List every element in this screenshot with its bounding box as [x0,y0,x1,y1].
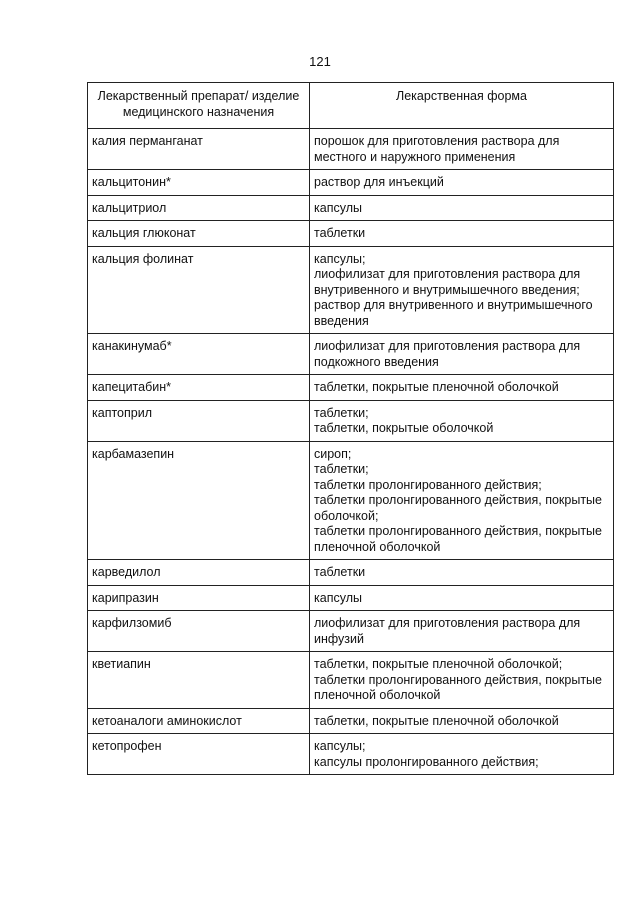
table-row [88,170,614,196]
dosage-form-cell [310,611,614,652]
drug-name-cell: кальцитриол [88,195,310,221]
dosage-form-line: капсулы; [314,251,366,266]
dosage-form-line: таблетки; [314,405,369,420]
table-row [88,195,614,221]
header-drug: Лекарственный препарат/ изделие медицинского назначения [88,83,310,129]
table-row [88,334,614,375]
dosage-form-cell [310,246,614,334]
dosage-form-line: таблетки пролонгированного действия, покрытые оболочкой; [314,493,602,523]
dosage-form-line: порошок для приготовления раствора для местного и наружного применения [314,134,560,164]
dosage-form-cell [310,334,614,375]
dosage-form-line: раствор для инъекций [314,175,444,189]
drug-name-cell: кальция глюконат [88,221,310,247]
dosage-form-line: таблетки, покрытые пленочной оболочкой; [314,657,563,671]
drug-name-cell: карбамазепин [88,441,310,560]
dosage-form-line: таблетки, покрытые пленочной оболочкой [314,380,559,394]
dosage-form-line: таблетки пролонгированного действия, покрытые пленочной оболочкой [314,672,602,702]
dosage-form-line: сироп; [314,446,352,461]
table-row [88,246,614,334]
dosage-form-cell [310,195,614,221]
table-row [88,375,614,401]
table-row [88,560,614,586]
drug-name-cell: канакинумаб* [88,334,310,375]
table-row [88,400,614,441]
dosage-form-cell [310,708,614,734]
dosage-form-line: лиофилизат для приготовления раствора для внутривенного и внутримышечного введения; [314,267,581,297]
dosage-form-cell [310,170,614,196]
drug-name-cell: карипразин [88,585,310,611]
drug-name-cell: кветиапин [88,652,310,709]
dosage-form-cell [310,560,614,586]
table-row [88,129,614,170]
dosage-form-line: таблетки, покрытые пленочной оболочкой [314,713,559,728]
table-header-row [88,83,614,129]
table-row [88,708,614,734]
dosage-form-cell [310,734,614,775]
dosage-form-line: таблетки пролонгированного действия; [314,477,542,492]
dosage-form-line: лиофилизат для приготовления раствора для подкожного введения [314,339,581,369]
drug-name-cell: кетопрофен [88,734,310,775]
header-form: Лекарственная форма [310,83,614,129]
table-row [88,441,614,560]
dosage-form-line: таблетки [314,565,366,579]
drug-table [87,82,614,775]
dosage-form-line: раствор для внутривенного и внутримышечного введения [314,298,593,328]
table-row [88,611,614,652]
drug-name-cell: калия перманганат [88,129,310,170]
dosage-form-cell [310,375,614,401]
drug-name-cell: кальцитонин* [88,170,310,196]
drug-name-cell: карведилол [88,560,310,586]
dosage-form-cell [310,652,614,709]
drug-name-cell: кетоаналоги аминокислот [88,708,310,734]
dosage-form-line: таблетки, покрытые оболочкой [314,421,494,435]
table-row [88,734,614,775]
table-row [88,652,614,709]
dosage-form-cell [310,129,614,170]
dosage-form-cell [310,221,614,247]
dosage-form-cell [310,441,614,560]
page-number: 121 [309,54,331,69]
table-row [88,221,614,247]
drug-name-cell: кальция фолинат [88,246,310,334]
drug-name-cell: каптоприл [88,400,310,441]
drug-name-cell: капецитабин* [88,375,310,401]
dosage-form-cell [310,585,614,611]
dosage-form-line: капсулы; [314,739,366,753]
dosage-form-cell [310,400,614,441]
dosage-form-line: таблетки; [314,462,369,476]
dosage-form-line: капсулы пролонгированного действия; [314,754,539,769]
table-row [88,585,614,611]
dosage-form-line: таблетки пролонгированного действия, покрытые пленочной оболочкой [314,524,602,554]
table-body [88,129,614,775]
dosage-form-line: лиофилизат для приготовления раствора для инфузий [314,616,581,646]
dosage-form-line: капсулы [314,200,362,215]
dosage-form-line: таблетки [314,226,366,240]
drug-name-cell: карфилзомиб [88,611,310,652]
dosage-form-line: капсулы [314,590,362,605]
